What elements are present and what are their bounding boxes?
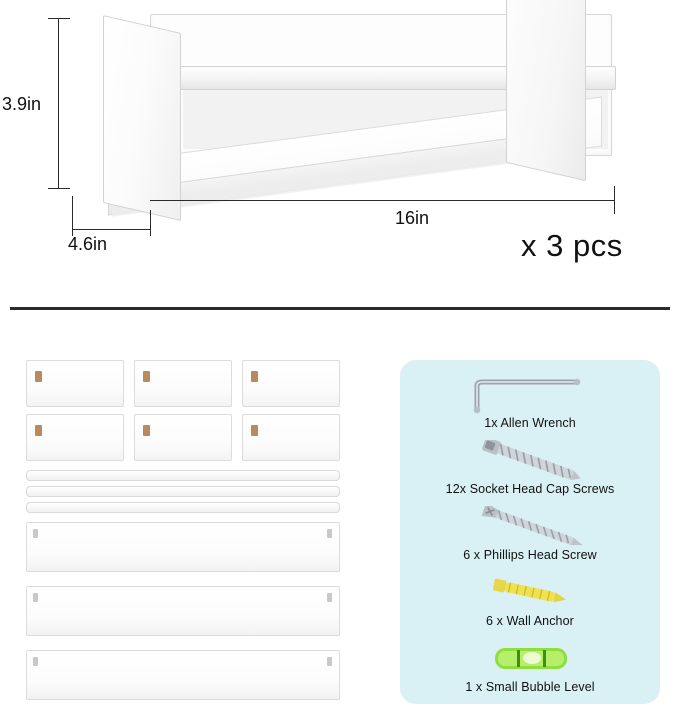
list-item: [242, 414, 340, 461]
width-dimension-line: [150, 200, 615, 201]
list-item: [26, 486, 340, 497]
shelf-right-side-panel: [506, 0, 586, 181]
section-divider: [10, 307, 670, 310]
hardware-item-phillips-head-screw: [400, 506, 660, 562]
list-item: [242, 360, 340, 407]
board-notch-icon: [327, 529, 332, 538]
dowel-peg-icon: [143, 425, 150, 436]
product-dimension-diagram: [0, 0, 679, 300]
depth-dimension-label: 4.6in: [68, 234, 108, 254]
hardware-item-socket-head-cap-screws: [400, 440, 660, 496]
bubble-level-icon: [400, 638, 660, 678]
list-item: [26, 360, 124, 407]
hardware-item-allen-wrench: [400, 374, 660, 430]
wall-anchor-icon: [400, 572, 660, 612]
parts-list-diagram: [0, 318, 679, 712]
hardware-item-label: 1 x Small Bubble Level: [465, 680, 595, 694]
board-notch-icon: [327, 593, 332, 602]
socket-head-cap-screw-icon: [400, 440, 660, 480]
list-item: [134, 414, 232, 461]
width-dimension-tick-right: [614, 186, 615, 214]
dowel-peg-icon: [143, 371, 150, 382]
hardware-list-card: [400, 360, 660, 704]
board-notch-icon: [33, 529, 38, 538]
dowel-peg-icon: [35, 425, 42, 436]
board-notch-icon: [327, 657, 332, 666]
depth-dimension-tick-left: [72, 196, 73, 236]
dowel-peg-icon: [35, 371, 42, 382]
hardware-item-label: 1x Allen Wrench: [484, 416, 576, 430]
list-item: [26, 586, 340, 636]
hardware-item-bubble-level: [400, 638, 660, 694]
list-item: [26, 470, 340, 481]
list-item: [26, 650, 340, 700]
list-item: [26, 502, 340, 513]
dowel-peg-icon: [251, 425, 258, 436]
hardware-item-label: 6 x Wall Anchor: [486, 614, 574, 628]
height-dimension-tick-bottom: [48, 188, 70, 189]
height-dimension-label: 3.9in: [2, 94, 42, 114]
height-dimension-line: [58, 18, 59, 188]
dowel-peg-icon: [251, 371, 258, 382]
board-notch-icon: [33, 657, 38, 666]
list-item: [26, 414, 124, 461]
width-dimension-label: 16in: [395, 208, 430, 228]
allen-wrench-icon: [400, 374, 660, 414]
depth-dimension-line: [72, 229, 150, 230]
list-item: [26, 522, 340, 572]
board-notch-icon: [33, 593, 38, 602]
list-item: [134, 360, 232, 407]
phillips-head-screw-icon: [400, 506, 660, 546]
depth-dimension-tick-right: [150, 210, 151, 236]
hardware-item-label: 12x Socket Head Cap Screws: [445, 482, 615, 496]
hardware-item-wall-anchor: [400, 572, 660, 628]
quantity-label: x 3 pcs: [521, 228, 623, 263]
height-dimension-tick-top: [48, 18, 70, 19]
shelf-left-side-panel: [103, 15, 181, 221]
hardware-item-label: 6 x Phillips Head Screw: [463, 548, 597, 562]
